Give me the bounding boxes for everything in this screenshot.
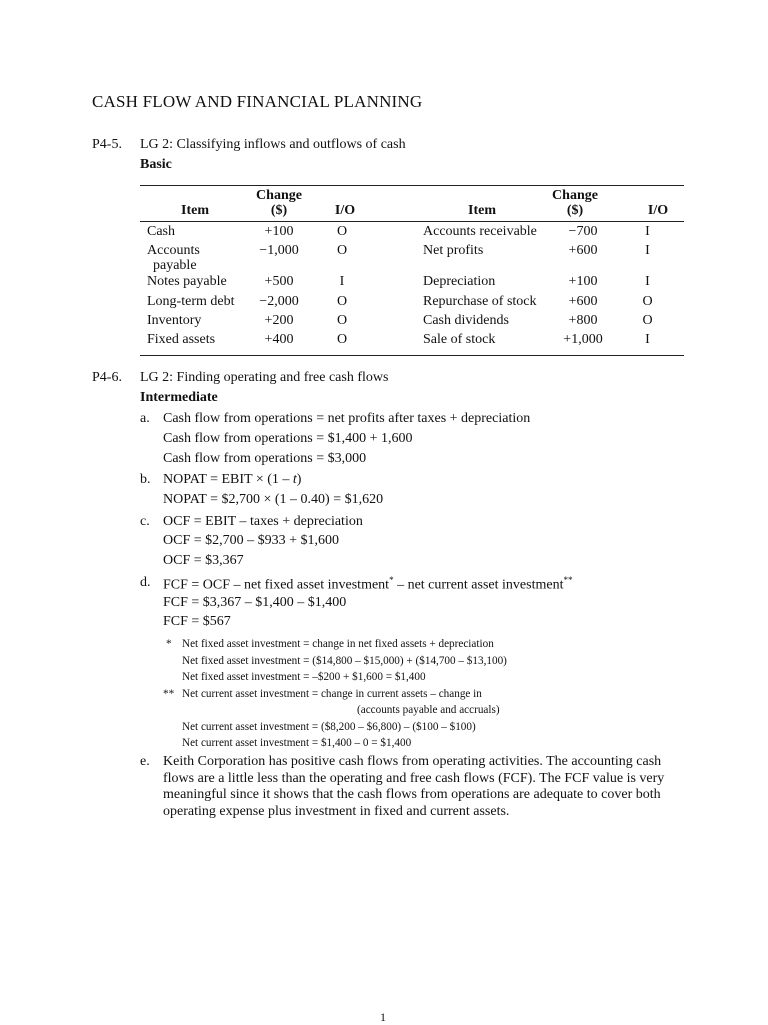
part-a-label: a. (140, 411, 150, 426)
difficulty-basic: Basic (140, 157, 172, 172)
io-cell: O (336, 224, 348, 239)
problem-number-p4-5: P4-5. (92, 137, 122, 152)
change-cell: +400 (264, 332, 294, 348)
header-change-line1: Change (256, 188, 302, 203)
formula-text: FCF = OCF – net fixed asset investment (163, 577, 390, 593)
part-e-label: e. (140, 754, 150, 769)
change-cell: +600 (568, 293, 598, 309)
io-cell: I (645, 332, 650, 348)
footnote-line: Net fixed asset investment = ($14,800 – $15,000) + ($14,700 – $13,100) (182, 655, 507, 667)
io-cell: O (642, 312, 653, 328)
cash-flow-classification-table (140, 223, 684, 350)
change-cell: +100 (264, 224, 294, 239)
item-cell: Notes payable (147, 274, 227, 290)
table-top-rule (140, 185, 684, 186)
footnote-marker: ** (563, 575, 573, 585)
item-cell: Accounts receivable (423, 224, 537, 239)
item-cell: Cash dividends (423, 312, 509, 328)
table-row (140, 312, 684, 331)
footnote-line: Net fixed asset investment = change in net fixed assets + depreciation (182, 638, 494, 650)
io-cell: I (645, 224, 650, 239)
header-change-left (242, 188, 316, 218)
footnote-line: Net current asset investment = change in current assets – change in (182, 688, 482, 700)
item-cell: Sale of stock (423, 332, 496, 348)
table-bottom-rule (140, 355, 684, 356)
part-c-line: OCF = EBIT – taxes + depreciation (163, 514, 363, 529)
footnote-line: (accounts payable and accruals) (357, 704, 500, 716)
part-e-paragraph: Keith Corporation has positive cash flows from operating activities. The accounting cash flows are a little less than the operating and free cash flows (FCF). The FCF value is very meaningful since it shows that the cash flows from operations are adequate to cover both operating expense plus investment in fixed and current assets. (163, 754, 665, 819)
io-cell: I (645, 243, 650, 259)
change-cell: +200 (264, 312, 294, 328)
footnote-marker-double: ** (163, 688, 175, 700)
part-c-line: OCF = $2,700 – $933 + $1,600 (163, 533, 340, 548)
item-line2: payable (153, 258, 197, 274)
change-cell: +600 (568, 243, 598, 259)
item-cell: Fixed assets (147, 332, 216, 348)
part-d-line (163, 575, 572, 594)
item-line1: Accounts (147, 243, 200, 259)
header-io-left: I/O (334, 203, 356, 218)
change-cell: +500 (264, 274, 294, 290)
part-c-line: OCF = $3,367 (163, 553, 244, 568)
footnote-line: Net fixed asset investment = –$200 + $1,600 = $1,400 (182, 671, 426, 683)
formula-text: NOPAT = EBIT × (1 – (163, 472, 293, 487)
page-number: 1 (380, 1010, 386, 1024)
item-cell: Cash (147, 224, 175, 239)
part-d-line: FCF = $3,367 – $1,400 – $1,400 (163, 595, 347, 610)
formula-text: – net current asset investment (393, 577, 564, 593)
item-cell: Long-term debt (147, 293, 235, 309)
change-cell: −1,000 (259, 243, 299, 259)
header-change-right (538, 188, 612, 218)
footnote-line: Net current asset investment = ($8,200 – $6,800) – ($100 – $100) (182, 721, 476, 733)
table-row (140, 242, 684, 273)
part-b-line (163, 472, 301, 488)
item-cell: Net profits (423, 243, 484, 259)
change-cell: +1,000 (563, 332, 603, 348)
item-cell (140, 242, 244, 273)
io-cell: I (645, 274, 650, 290)
chapter-title: CASH FLOW AND FINANCIAL PLANNING (92, 92, 423, 111)
difficulty-intermediate: Intermediate (140, 390, 218, 405)
header-item-left: Item (181, 203, 209, 218)
io-cell: O (336, 332, 348, 348)
part-a-line: Cash flow from operations = $1,400 + 1,600 (163, 431, 413, 446)
part-b-label: b. (140, 472, 151, 487)
footnote-marker: * (389, 575, 394, 585)
io-cell: O (336, 312, 348, 328)
header-change-line2: ($) (270, 203, 288, 218)
problem-title-p4-5: LG 2: Classifying inflows and outflows of cash (140, 137, 406, 152)
header-io-right: I/O (647, 203, 669, 218)
io-cell: O (642, 293, 653, 309)
table-row (140, 293, 684, 312)
problem-title-p4-6: LG 2: Finding operating and free cash flows (140, 370, 389, 385)
header-item-right: Item (468, 203, 496, 218)
io-cell: O (336, 293, 348, 309)
table-row (140, 331, 684, 350)
item-cell: Depreciation (423, 274, 496, 290)
formula-text: ) (296, 472, 302, 487)
change-cell: +800 (568, 312, 598, 328)
part-d-line: FCF = $567 (163, 614, 231, 629)
footnote-marker-single: * (166, 638, 172, 650)
change-cell: −2,000 (259, 293, 299, 309)
io-cell: O (336, 243, 348, 259)
header-change-line1: Change (552, 188, 598, 203)
change-cell: −700 (568, 224, 598, 239)
change-cell: +100 (568, 274, 598, 290)
io-cell: I (339, 274, 345, 290)
formula-variable-t: t (292, 472, 297, 487)
header-change-line2: ($) (566, 203, 584, 218)
item-cell: Repurchase of stock (423, 293, 537, 309)
table-row (140, 273, 684, 292)
part-c-label: c. (140, 514, 150, 529)
footnote-line: Net current asset investment = $1,400 – 0 = $1,400 (182, 737, 412, 749)
part-a-line: Cash flow from operations = net profits after taxes + depreciation (163, 411, 531, 426)
part-d-label: d. (140, 575, 151, 590)
problem-number-p4-6: P4-6. (92, 370, 122, 385)
table-row (140, 223, 684, 242)
part-b-line: NOPAT = $2,700 × (1 – 0.40) = $1,620 (163, 492, 384, 507)
part-a-line: Cash flow from operations = $3,000 (163, 451, 367, 466)
table-header-rule (140, 221, 684, 222)
item-cell: Inventory (147, 312, 202, 328)
